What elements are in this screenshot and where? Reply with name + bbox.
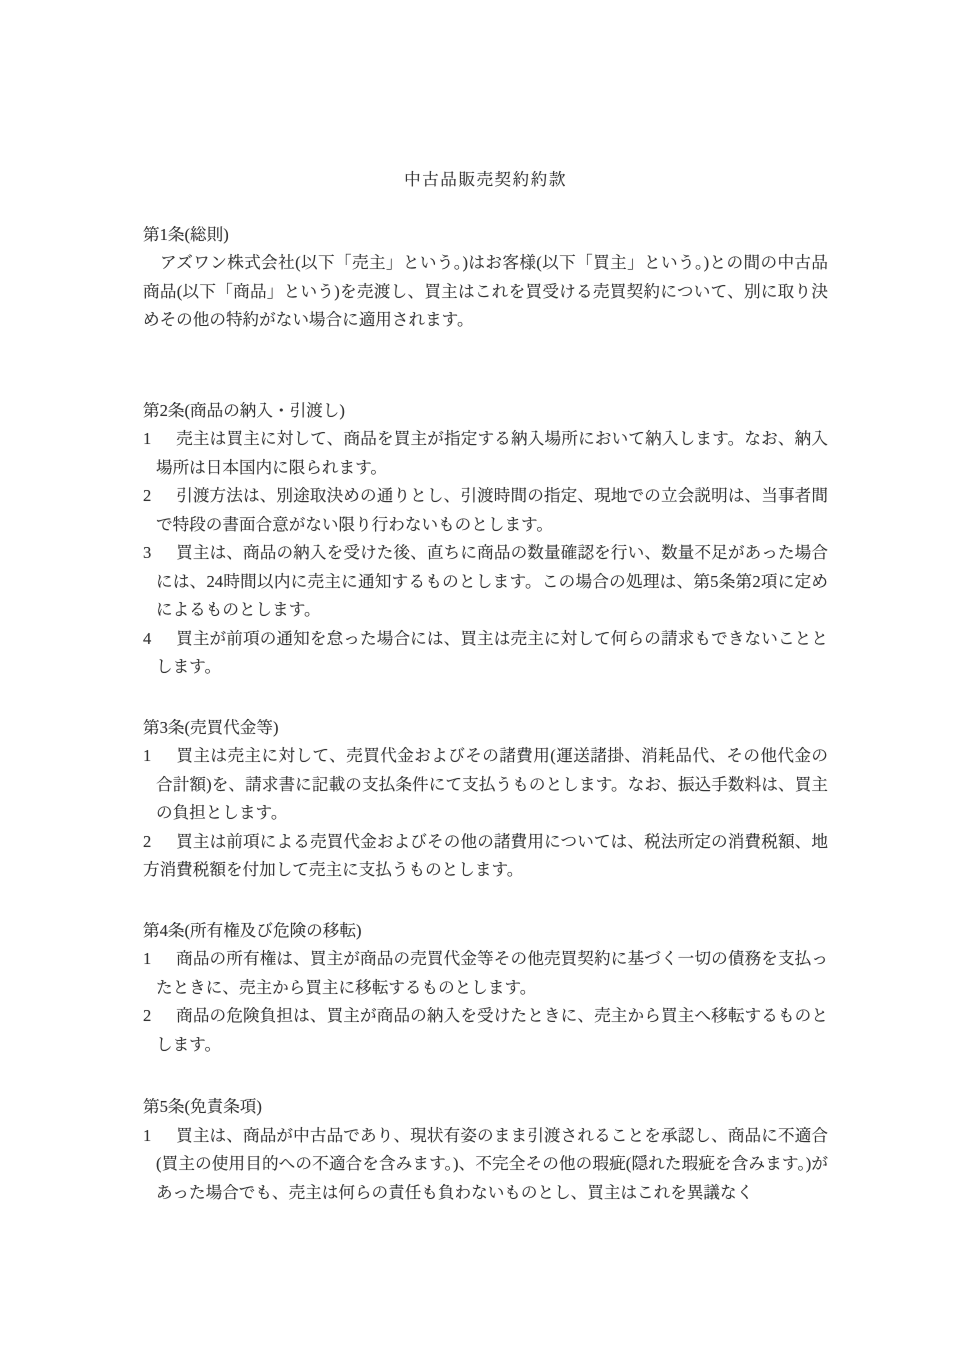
item-text: 買主は前項による売買代金およびその他の諸費用については、税法所定の消費税額、地方消費税額を付加して売主に支払うものとします。 bbox=[143, 831, 828, 879]
item-text: 買主は、商品が中古品であり、現状有姿のまま引渡されることを承認し、商品に不適合(買主の使用目的への不適合を含みます。)、不完全その他の瑕疵(隠れた瑕疵を含みます。)があった場合でも、売主は何らの責任も負わないものとし、買主はこれを異議なく bbox=[156, 1125, 828, 1202]
article-2-item-4 bbox=[143, 625, 828, 682]
item-number: 1 bbox=[143, 1125, 152, 1145]
section-article-4 bbox=[143, 917, 828, 1060]
section-article-1 bbox=[143, 221, 828, 335]
article-4-item-2 bbox=[143, 1002, 828, 1059]
article-3-heading: 第3条(売買代金等) bbox=[143, 717, 279, 737]
item-number: 1 bbox=[143, 429, 152, 448]
item-number: 2 bbox=[143, 831, 152, 851]
article-1-paragraph: アズワン株式会社(以下「売主」という。)はお客様(以下「買主」という。)との間の中古品商品(以下「商品」という)を売渡し、買主はこれを買受ける売買契約について、別に取り決めその他の特約がない場合に適用されます。 bbox=[143, 253, 828, 329]
article-4-heading: 第4条(所有権及び危険の移転) bbox=[143, 920, 362, 940]
item-number: 3 bbox=[143, 543, 152, 562]
article-3-item-2 bbox=[143, 828, 828, 885]
article-3-item-1 bbox=[143, 742, 828, 828]
article-2-item-3 bbox=[143, 539, 828, 625]
item-text: 商品の所有権は、買主が商品の売買代金等その他売買契約に基づく一切の債務を支払ったときに、売主から買主に移転するものとします。 bbox=[156, 949, 828, 997]
section-article-5 bbox=[143, 1093, 828, 1207]
item-text: 売主は買主に対して、商品を買主が指定する納入場所において納入します。なお、納入場所は日本国内に限られます。 bbox=[156, 429, 828, 477]
item-text: 引渡方法は、別途取決めの通りとし、引渡時間の指定、現地での立会説明は、当事者間で特段の書面合意がない限り行わないものとします。 bbox=[156, 486, 828, 534]
article-2-heading: 第2条(商品の納入・引渡し) bbox=[143, 400, 345, 420]
article-1-heading: 第1条(総則) bbox=[143, 224, 229, 244]
item-text: 買主が前項の通知を怠った場合には、買主は売主に対して何らの請求もできないこととします。 bbox=[156, 628, 828, 676]
article-4-item-1 bbox=[143, 945, 828, 1002]
item-text: 買主は売主に対して、売買代金およびその諸費用(運送諸掛、消耗品代、その他代金の合計額)を、請求書に記載の支払条件にて支払うものとします。なお、振込手数料は、買主の負担とします。 bbox=[156, 746, 828, 822]
item-number: 2 bbox=[143, 1006, 152, 1025]
article-5-item-1 bbox=[143, 1122, 828, 1208]
article-2-item-1 bbox=[143, 425, 828, 482]
item-text: 買主は、商品の納入を受けた後、直ちに商品の数量確認を行い、数量不足があった場合には、24時間以内に売主に通知するものとします。この場合の処理は、第5条第2項に定めによるものとします。 bbox=[156, 543, 828, 619]
section-article-3 bbox=[143, 714, 828, 885]
item-number: 1 bbox=[143, 746, 152, 765]
article-2-item-2 bbox=[143, 482, 828, 539]
section-article-2 bbox=[143, 397, 828, 682]
document-title: 中古品販売契約約款 bbox=[404, 170, 567, 189]
item-number: 4 bbox=[143, 628, 152, 648]
item-number: 1 bbox=[143, 949, 152, 968]
item-number: 2 bbox=[143, 486, 152, 505]
item-text: 商品の危険負担は、買主が商品の納入を受けたときに、売主から買主へ移転するものとします。 bbox=[156, 1006, 828, 1054]
article-5-heading: 第5条(免責条項) bbox=[143, 1097, 262, 1116]
